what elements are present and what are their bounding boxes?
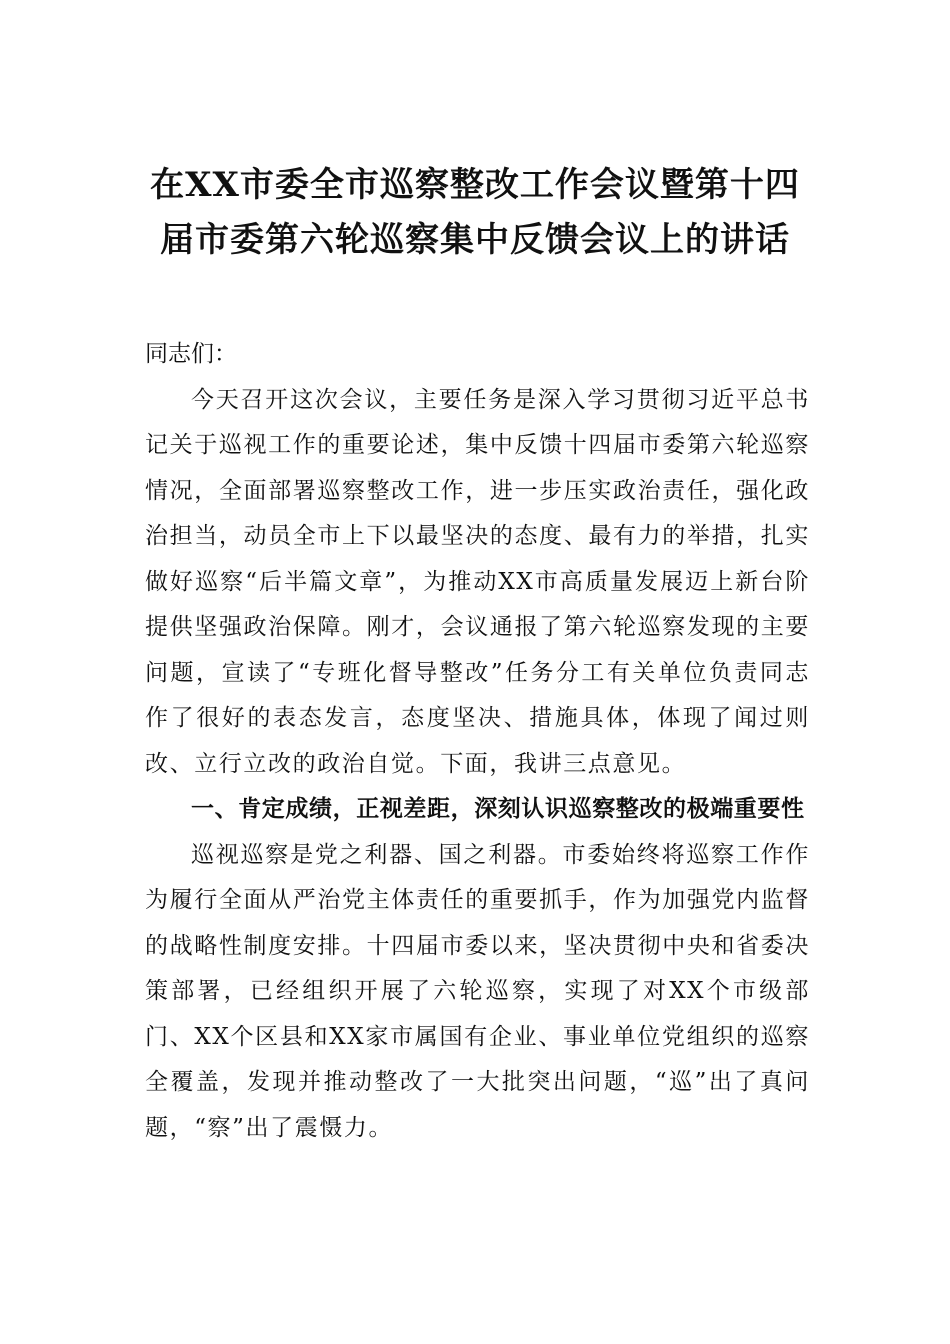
paragraph-section-1: 巡视巡察是党之利器、国之利器。市委始终将巡察工作作为履行全面从严治党主体责任的重要抓手，作为加强党内监督的战略性制度安排。十四届市委以来，坚决贯彻中央和省委决策部署，已经组织开展了六轮巡察，实现了对XX个市级部门、XX个区县和XX家市属国有企业、事业单位党组织的巡察全覆盖，发现并推动整改了一大批突出问题，“巡”出了真问题，“察”出了震慑力。: [145, 841, 810, 1141]
title-line-1: 在XX市委全市巡察整改工作会议暨第十四: [150, 165, 800, 205]
document-title: [140, 158, 810, 268]
salutation: 同志们：: [145, 341, 237, 367]
section-heading-1: 一、肯定成绩，正视差距，深刻认识巡察整改的极端重要性: [191, 796, 805, 822]
title-line-2: 届市委第六轮巡察集中反馈会议上的讲话: [160, 220, 790, 260]
paragraph-opening: 今天召开这次会议，主要任务是深入学习贯彻习近平总书记关于巡视工作的重要论述，集中反馈十四届市委第六轮巡察情况，全面部署巡察整改工作，进一步压实政治责任，强化政治担当，动员全市上下以最坚决的态度、最有力的举措，扎实做好巡察“后半篇文章”，为推动XX市高质量发展迈上新台阶提供坚强政治保障。刚才，会议通报了第六轮巡察发现的主要问题，宣读了“专班化督导整改”任务分工有关单位负责同志作了很好的表态发言，态度坚决、措施具体，体现了闻过则改、立行立改的政治自觉。下面，我讲三点意见。: [145, 386, 810, 777]
document-body: [145, 332, 810, 1151]
